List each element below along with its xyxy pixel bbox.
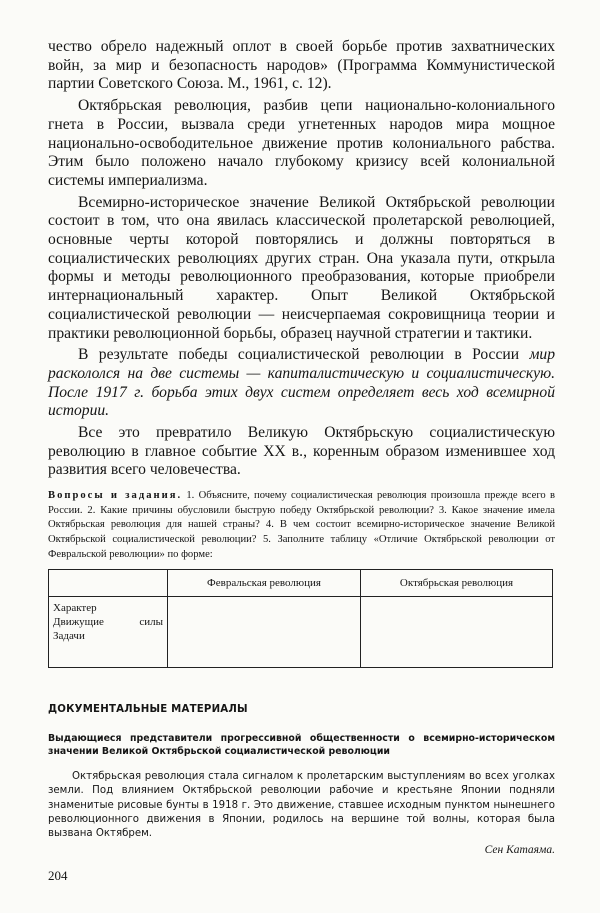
documents-heading: ДОКУМЕНТАЛЬНЫЕ МАТЕРИАЛЫ: [48, 704, 248, 716]
paragraph-3: Всемирно-историческое значение Великой Октябрьской революции состоит в том, что она явилась классической пролетарской революцией, основные черты которой повторялись и должны повторяться в социалистических революциях других стран. Она указала пути, открыла формы и методы революционного преобразования, которые приобрели интернациональный характер. Опыт Великой Октябрьской социалистической революции — неисчерпаемая сокровищница теории и практики революционной борьбы, образец научной стратегии и тактики.: [48, 193, 555, 342]
row-label-tasks: Задачи: [53, 630, 85, 643]
paragraph-4: [48, 346, 555, 421]
table-row-labels: [49, 597, 168, 668]
table-header-october: Октябрьская революция: [361, 570, 553, 597]
table-header-february: Февральская революция: [168, 570, 361, 597]
documents-body: Октябрьская революция стала сигналом к пролетарским выступлениям во всех уголках земли. Под влиянием Октябрьской революции рабочие и крестьяне Японии подняли знаменитые рисовые бунты в 1918 г. Это движение, ставшее исходным пунктом нынешнего революционного движения в Японии, родилось на вершине той волны, которая была вызвана Октябрем.: [48, 771, 555, 839]
paragraph-4-normal: В результате победы социалистической революции в России: [78, 346, 530, 364]
table-header-empty: [49, 570, 168, 597]
page: [48, 38, 555, 856]
page-number: 204: [48, 868, 68, 883]
row-label-driving-forces: Движущие силы: [53, 616, 163, 629]
main-text: [48, 38, 555, 480]
questions-block: [48, 489, 555, 562]
questions-text: 1. Объясните, почему социалистическая революция произошла прежде всего в России. 2. Какие причины обусловили быструю победу Октябрьской революции? 3. Какое значение имела Октябрьская революция для нашей страны? 4. В чем состоит всемирно-историческое значение Великой Октябрьской социалистической революции? 5. Заполните таблицу «Отличие Октябрьской революции от Февральской революции» по форме:: [48, 490, 555, 560]
row-label-character: Характер: [53, 602, 97, 615]
table-header-row: [49, 570, 553, 597]
documents-signature: Сен Катаяма.: [484, 844, 555, 857]
documents-subtitle: Выдающиеся представители прогрессивной общественности о всемирно-историческом значении Великой Октябрьской социалистической революции: [48, 733, 555, 758]
paragraph-2: Октябрьская революция, разбив цепи национально-колониального гнета в России, вызвала среди угнетенных народов мира мощное национально-освободительное движение против колониального рабства. Этим было положено начало глубокому кризису всей колониальной системы империализма.: [48, 97, 555, 189]
comparison-table: [48, 569, 553, 668]
paragraph-1: чество обрело надежный оплот в своей борьбе против захватнических войн, за мир и безопасность народов» (Программа Коммунистической партии Советского Союза. М., 1961, с. 12).: [48, 38, 555, 93]
questions-lead: Вопросы и задания.: [48, 490, 183, 502]
table-cell-october: [361, 597, 553, 668]
table-cell-february: [168, 597, 361, 668]
paragraph-4-italic: мир раскололся на две системы — капиталистическую и социалистическую. После 1917 г. борьба этих двух систем определяет весь ход всемирной истории.: [48, 346, 555, 420]
table-row: [49, 597, 553, 668]
paragraph-5: Все это превратило Великую Октябрьскую социалистическую революцию в главное событие XX в., коренным образом изменившее ход развития всего человечества.: [48, 424, 555, 479]
